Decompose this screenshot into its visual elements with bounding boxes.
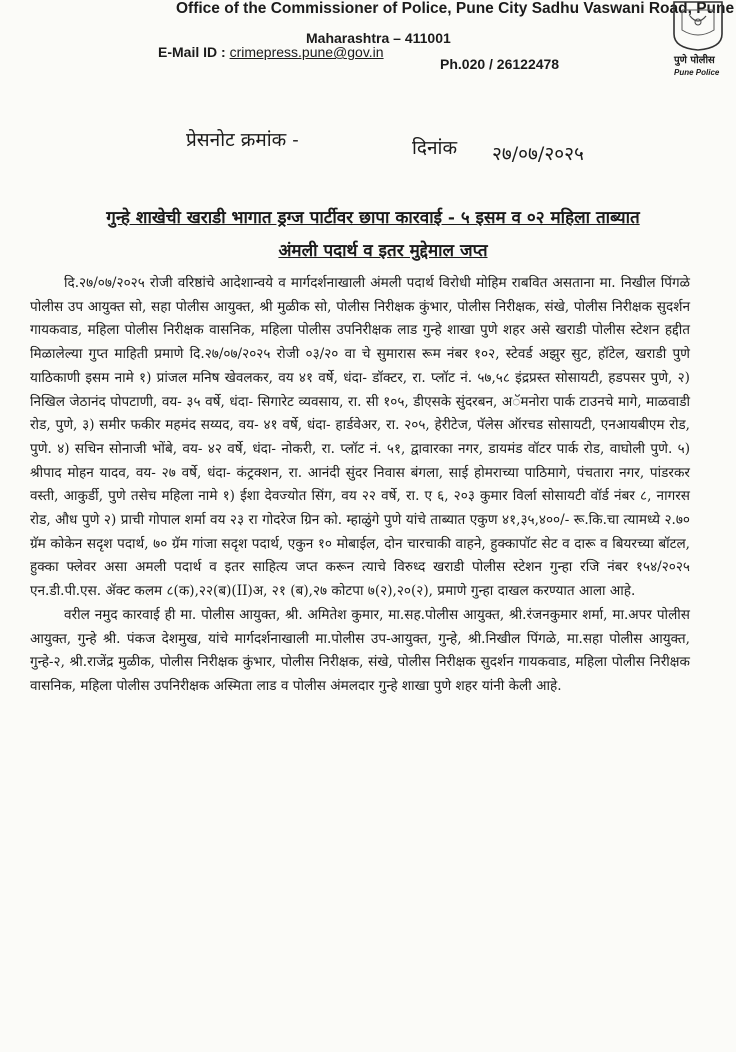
- press-note-date-label: दिनांक: [412, 137, 458, 159]
- emblem-caption-marathi: पुणे पोलीस: [674, 55, 715, 66]
- emblem-caption-english: Pune Police: [674, 68, 720, 77]
- letterhead-email-row: [158, 44, 384, 60]
- headline-line-2: अंमली पदार्थ व इतर मुद्देमाल जप्त: [278, 241, 488, 261]
- phone-number: Ph.020 / 26122478: [440, 56, 560, 72]
- email-label: E-Mail ID :: [158, 44, 226, 60]
- letterhead: [0, 0, 736, 90]
- press-release-body: [30, 272, 690, 699]
- headline-line-1: गुन्हे शाखेची खराडी भागात ड्रग्ज पार्टीवर छापा कारवाई - ५ इसम व ०२ महिला ताब्यात: [106, 208, 640, 228]
- letterhead-office-address: Office of the Commissioner of Police, Pune City Sadhu Vaswani Road, Pune: [176, 0, 735, 17]
- letterhead-state-pin: Maharashtra – 411001: [306, 30, 451, 46]
- email-link[interactable]: crimepress.pune@gov.in: [229, 44, 384, 60]
- press-note-number-label: प्रेसनोट क्रमांक -: [186, 129, 299, 151]
- body-paragraph-1: दि.२७/०७/२०२५ रोजी वरिष्ठांचे आदेशान्वये व मार्गदर्शनाखाली अंमली पदार्थ विरोधी मोहिम राबवित असताना मा. निखील पिंगळे पोलीस उप आयुक्त सो, सहा पोलीस आयुक्त, श्री मुळीक सो, पोलीस निरीक्षक कुंभार, पोलीस निरीक्षक, संखे, पोलीस निरीक्षक सुदर्शन गायकवाड, महिला पोलीस निरीक्षक वासनिक, महिला पोलीस उपनिरीक्षक लाड गुन्हे शाखा पुणे शहर असे खराडी पोलीस स्टेशन हद्दीत मिळालेल्या गुप्त माहिती प्रमाणे दि.२७/०७/२०२५ रोजी ०३/२० वा चे सुमारास रूम नंबर १०२, स्टेवर्ड अझुर सुट, हॉटेल, खराडी पुणे याठिकाणी इसम नामे १) प्रांजल मनिष खेवलकर, वय ४१ वर्षे, धंदा- डॉक्टर, रा. प्लॉट नं. ५७,५८ इंद्रप्रस्त सोसायटी, हडपसर पुणे, २) निखिल जेठानंद पोपटाणी, वय- ३५ वर्षे, धंदा- सिगारेट व्यवसाय, रा. सी १०५, डीएसके सुंदरबन, अॅमनोरा पार्क टाउनचे मागे, माळवाडी रोड, पुणे, ३) समीर फकीर महमंद सय्यद, वय- ४१ वर्षे, धंदा- हार्डवेअर, रा. २०५, हेरीटेज, पॅलेस ऑरचड सोसायटी, एनआयबीएम रोड, पुणे. ४) सचिन सोनाजी भोंबे, वय- ४२ वर्षे, धंदा- नोकरी, रा. प्लॉट नं. ५१, द्वावारका नगर, डायमंड वॉटर पार्क रोड, वाघोली पुणे. ५) श्रीपाद मोहन यादव, वय- २७ वर्षे, धंदा- कंट्रक्शन, रा. आनंदी सुंदर निवास बंगला, साई होमराच्या पाठिमागे, पंचतारा नगर, पांडरकर वस्ती, आकुर्डी, पुणे तसेच महिला नामे १) ईशा देवज्योत सिंग, वय २२ वर्षे, रा. ए ६, २०३ कुमार विर्ला सोसायटी वॉर्ड नंबर ८, नागरस रोड, औध पुणे २) प्राची गोपाल शर्मा वय २३ रा गोदरेज ग्रिन को. म्हाळुंगे पुणे यांचे ताब्यात एकुण ४१,३५,४००/- रू.कि.चा त्यामध्ये २.७० ग्रॅम कोकेन सदृश पदार्थ, ७० ग्रॅम गांजा सदृश पदार्थ, एकुन १० मोबाईल, दोन चारचाकी वाहने, हुक्कापॉट सेट व दारू व बियरच्या बॉटल, हुक्का फ्लेवर असा अमली पदार्थ व इतर साहित्य जप्त करून त्याचे विरुध्द खराडी पोलीस स्टेशन गुन्हा रजि नंबर १५४/२०२५ एन.डी.पी.एस. ॲक्ट कलम ८(क),२२(ब)(II)अ, २१ (ब),२७ कोटपा ७(२),२०(२), प्रमाणे गुन्हा दाखल करण्यात आला आहे.: [30, 275, 690, 600]
- press-note-date: २७/०७/२०२५: [492, 143, 584, 165]
- body-paragraph-2: वरील नमुद कारवाई ही मा. पोलीस आयुक्त, श्री. अमितेश कुमार, मा.सह.पोलीस आयुक्त, श्री.रंजनकुमार शर्मा, मा.अपर पोलीस आयुक्त, गुन्हे श्री. पंकज देशमुख, यांचे मार्गदर्शनाखाली मा.पोलीस उप-आयुक्त, गुन्हे, श्री.निखील पिंगळे, मा.सहा पोलीस आयुक्त, गुन्हे-२, श्री.राजेंद्र मुळीक, पोलीस निरीक्षक कुंभार, पोलीस निरीक्षक, संखे, पोलीस निरीक्षक सुदर्शन गायकवाड, महिला पोलीस निरीक्षक वासनिक, महिला पोलीस उपनिरीक्षक अस्मिता लाड व पोलीस अंमलदार गुन्हे शाखा पुणे शहर यांनी केली आहे.: [30, 606, 690, 694]
